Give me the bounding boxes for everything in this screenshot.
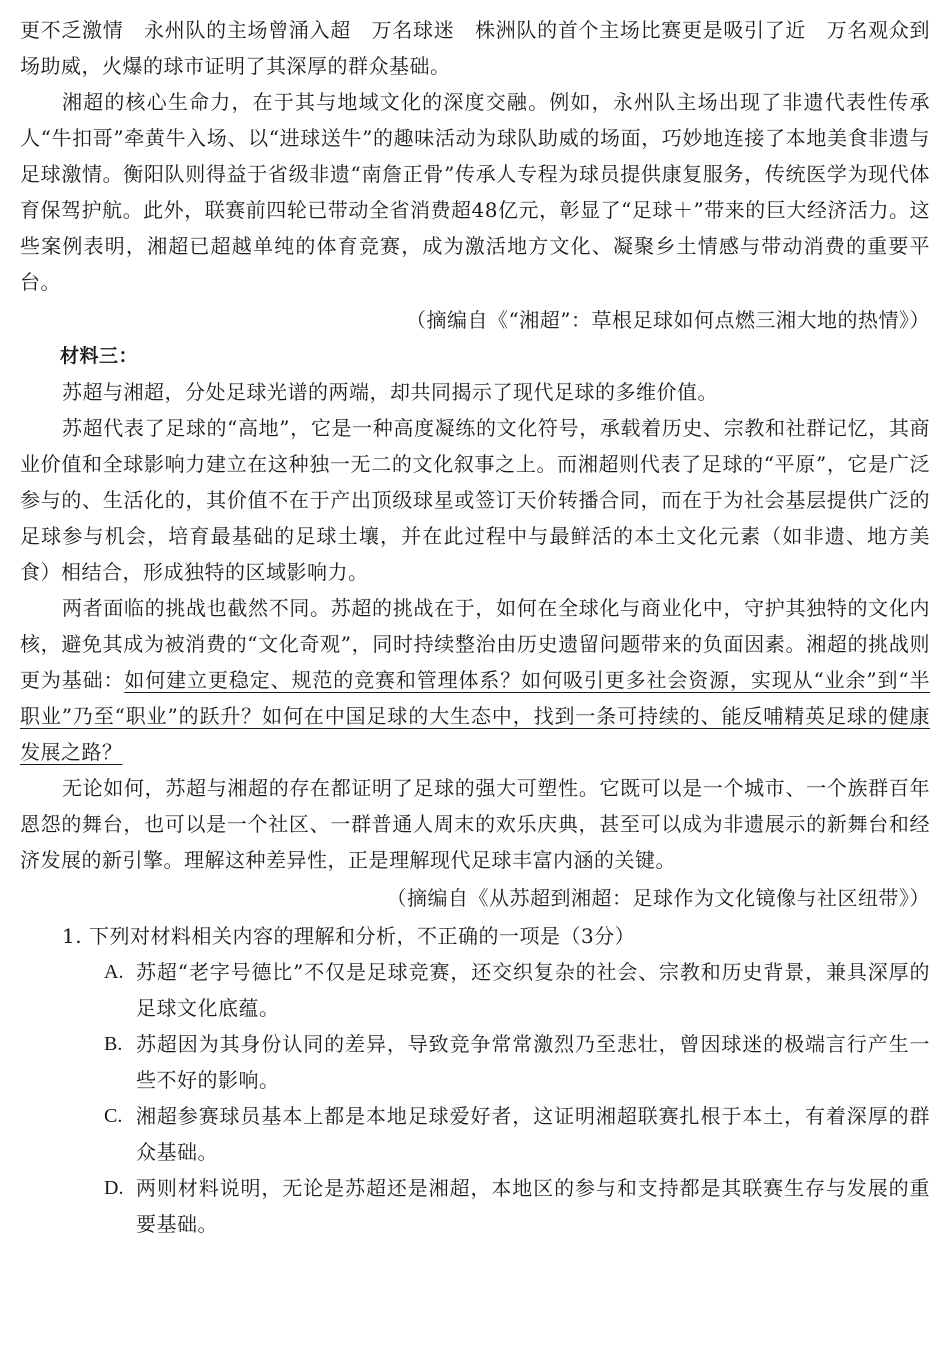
question-1-stem: 1. 下列对材料相关内容的理解和分析，不正确的一项是（3分） [62, 924, 636, 948]
passage-paragraph-compare: 苏超代表了足球的“高地”，它是一种高度凝练的文化符号，承载着历史、宗教和社群记忆，其商业价值和全球影响力建立在这种独一无二的文化叙事之上。而湘超则代表了足球的“平原”，它是广泛参与的、生活化的，其价值不在于产出顶级球星或签订天价转播合同，而在于为社会基层提供广泛的足球参与机会，培育最基础的足球土壤，并在此过程中与最鲜活的本土文化元素（如非遗、地方美食）相结合，形成独特的区域影响力。 [20, 416, 930, 584]
option-text: 湘超参赛球员基本上都是本地足球爱好者，这证明湘超联赛扎根于本土，有着深厚的群众基础。 [136, 1104, 930, 1164]
option-letter: C. [104, 1105, 123, 1127]
passage-continuation: 更不乏激情 永州队的主场曾涌入超 万名球迷 株洲队的首个主场比赛更是吸引了近 万名观众到场助威，火爆的球市证明了其深厚的群众基础。 [20, 18, 930, 78]
question-1-option-d[interactable] [20, 1170, 930, 1242]
passage-paragraph-conclusion: 无论如何，苏超与湘超的存在都证明了足球的强大可塑性。它既可以是一个城市、一个族群百年恩怨的舞台，也可以是一个社区、一群普通人周末的欢乐庆典，甚至可以成为非遗展示的新舞台和经济发展的新引擎。理解这种差异性，正是理解现代足球丰富内涵的关键。 [20, 776, 930, 872]
passage-paragraph-intro: 苏超与湘超，分处足球光谱的两端，却共同揭示了现代足球的多维价值。 [62, 380, 718, 404]
option-letter: B. [104, 1033, 123, 1055]
question-1-option-b[interactable] [20, 1026, 930, 1098]
option-text: 苏超“老字号德比”不仅是足球竞赛，还交织复杂的社会、宗教和历史背景，兼具深厚的足球文化底蕴。 [136, 960, 930, 1020]
challenge-underlined-text: 如何建立更稳定、规范的竞赛和管理体系？如何吸引更多社会资源，实现从“业余”到“半职业”乃至“职业”的跃升？如何在中国足球的大生态中，找到一条可持续的、能反哺精英足球的健康发展之路？ [20, 668, 930, 764]
option-letter: D. [104, 1177, 124, 1199]
passage-paragraph-culture: 湘超的核心生命力，在于其与地域文化的深度交融。例如，永州队主场出现了非遗代表性传承人“牛扣哥”牵黄牛入场、以“进球送牛”的趣味活动为球队助威的场面，巧妙地连接了本地美食非遗与足球激情。衡阳队则得益于省级非遗“南詹正骨”传承人专程为球员提供康复服务，传统医学为现代体育保驾护航。此外，联赛前四轮已带动全省消费超48亿元，彰显了“足球＋”带来的巨大经济活力。这些案例表明，湘超已超越单纯的体育竞赛，成为激活地方文化、凝聚乡土情感与带动消费的重要平台。 [20, 90, 930, 294]
source-citation-2: （摘编自《“湘超”：草根足球如何点燃三湘大地的热情》） [406, 308, 930, 332]
question-1-option-c[interactable] [20, 1098, 930, 1170]
option-text: 两则材料说明，无论是苏超还是湘超，本地区的参与和支持都是其联赛生存与发展的重要基础。 [136, 1176, 930, 1236]
challenge-plain-text: 两者面临的挑战也截然不同。苏超的挑战在于，如何在全球化与商业化中，守护其独特的文化内核，避免其成为被消费的“文化奇观”，同时持续整治由历史遗留问题带来的负面因素。湘超的挑战则更为基础： [20, 596, 930, 692]
exam-page [20, 18, 930, 1242]
source-citation-3: （摘编自《从苏超到湘超：足球作为文化镜像与社区纽带》） [386, 886, 930, 910]
option-letter: A. [104, 961, 124, 983]
question-1-option-a[interactable] [20, 954, 930, 1026]
material-3-heading: 材料三： [60, 345, 139, 367]
option-text: 苏超因为其身份认同的差异，导致竞争常常激烈乃至悲壮，曾因球迷的极端言行产生一些不好的影响。 [136, 1032, 930, 1092]
passage-paragraph-challenge [20, 590, 930, 770]
